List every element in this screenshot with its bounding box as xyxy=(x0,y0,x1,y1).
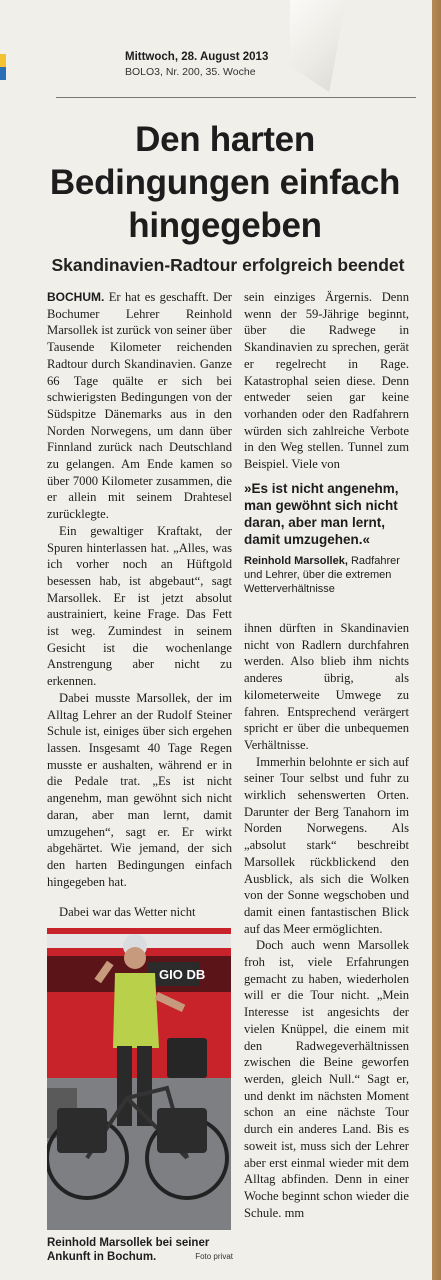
article-photo xyxy=(47,928,231,1230)
article-column-2-top xyxy=(244,289,409,473)
pull-quote-author: Reinhold Marsollek, xyxy=(244,555,348,567)
photo-caption xyxy=(47,1236,233,1264)
edition-issue: BOLO3, Nr. 200, 35. Woche xyxy=(125,66,256,78)
pannier-bag xyxy=(157,1108,207,1153)
train-sign: GIO DB xyxy=(159,967,206,982)
photo-credit: Foto privat xyxy=(195,1252,233,1261)
pannier-bag xyxy=(57,1108,107,1153)
pull-quote xyxy=(244,480,410,596)
article-paragraph-1: BOCHUM. Er hat es geschafft. Der Bochumer Lehrer Reinhold Marsollek ist zurück von seiner über Tausende Kilometer reichenden Radtour durch Skandinavien. Ganze 66 Tage quälte er sich bei schwierigsten Bedingungen von der Südspitze Dänemarks aus in den Norden Norwegens, um dann über Finnland zurück nach Deutschland zu gelangen. Am Ende kamen so über 7000 Kilometer zusammen, die er allein mit seinem Drahtesel zurücklegte. xyxy=(47,290,232,522)
jersey xyxy=(113,973,159,1048)
photo-caption-text: Reinhold Marsollek bei seiner Ankunft in Bochum. xyxy=(47,1237,210,1263)
dateline: BOCHUM. xyxy=(47,290,105,304)
edition-info xyxy=(125,50,325,80)
article-column-1-tail xyxy=(47,904,232,921)
pull-quote-text: »Es ist nicht angenehm, man gewöhnt sich nicht daran, aber man lernt, damit umzugehen.« xyxy=(244,481,399,547)
article-paragraph-5: sein einziges Ärgernis. Denn wenn der 59-Jährige beginnt, über die Radwege in Skandinavien zu sprechen, gerät er regelrecht in Rage. Katastrophal seien diese. Denn entweder seien gar keine vorhanden oder den Radfahrern würden sich zahlreiche Verbote in den Weg stellen. Tunnel zum Beispiel. Viele von xyxy=(244,290,409,472)
subheadline: Skandinavien-Radtour erfolgreich beendet xyxy=(51,255,405,275)
pull-quote-attribution xyxy=(244,554,410,596)
color-marker xyxy=(0,54,6,80)
article-column-2-bottom xyxy=(244,620,409,1221)
article-paragraph-6: ihnen dürften in Skandinavien nicht von Radlern durchfahren werden. Also blieb ihm nichts anderes übrig, als kilometerweite Umwege zu fahren. Entsprechend verärgert spricht er über die unbequemen Verhältnisse. xyxy=(244,621,409,752)
header-rule xyxy=(56,97,416,98)
article-column-1 xyxy=(47,289,232,890)
headline: Den harten Bedingungen einfach hingegeben xyxy=(49,120,401,245)
cyclist-photo-illustration xyxy=(47,928,231,1230)
article-paragraph-4: Dabei war das Wetter nicht xyxy=(59,905,196,919)
article-paragraph-3: Dabei musste Marsollek, der im Alltag Lehrer an der Rudolf Steiner Schule ist, einiges über sich ergehen lassen. Insgesamt 40 Tage Regen musste er aushalten, während er in die Pedale trat. „Es ist nicht angenehm, man gewöhnt sich nicht daran, aber man lernt, damit umzugehen“, sagt er. Er wirkt abgehärtet. Wie jemand, der sich den harten Bedingungen einfach hingegeben hat. xyxy=(47,690,232,889)
article-paragraph-7: Immerhin belohnte er sich auf seiner Tour selbst und fuhr zu wirklich sehenswerten Orten. Darunter der Berg Tanahorn im Norden Norwegens. Als „absolut stark“ beschreibt Marsollek rückblickend den Ausblick, als sich die Wolken von der Sonne wegschoben und damit einen fantastischen Blick auf das Meer ermöglichten. xyxy=(244,754,409,936)
article-paragraph-2: Ein gewaltiger Kraftakt, der Spuren hinterlassen hat. „Alles, was ich vorher noch an Hüftgold besessen hab, ist abgebaut“, sagt Marsollek. Er ist jetzt absolut austrainiert, keine Frage. Das Fett ist weg. Zumindest in seinem Gesicht ist die wochenlange Anstrengung aber nicht zu erkennen. xyxy=(47,523,232,689)
edition-date: Mittwoch, 28. August 2013 xyxy=(125,51,269,63)
pull-quote-role: Radfahrer und Lehrer, über die extremen Wetterverhältnisse xyxy=(244,555,400,595)
article-paragraph-8: Doch auch wenn Marsollek froh ist, viele Erfahrungen gemacht zu haben, wiederholen will er die Tour nicht. „Mein Interesse ist angesichts der vielen Knüppel, die einem mit den Radwegeverhältnissen zwischen die Beine geworfen werden, gleich Null.“ Sagt er, und denkt im nächsten Moment schon an eine nächste Tour durch ein anderes Land. Bis es soweit ist, muss sich der Lehrer aber erst einmal wieder mit dem Alltag abfinden. Denn in einer Woche beginnt schon wieder die Schule. mm xyxy=(244,938,409,1220)
